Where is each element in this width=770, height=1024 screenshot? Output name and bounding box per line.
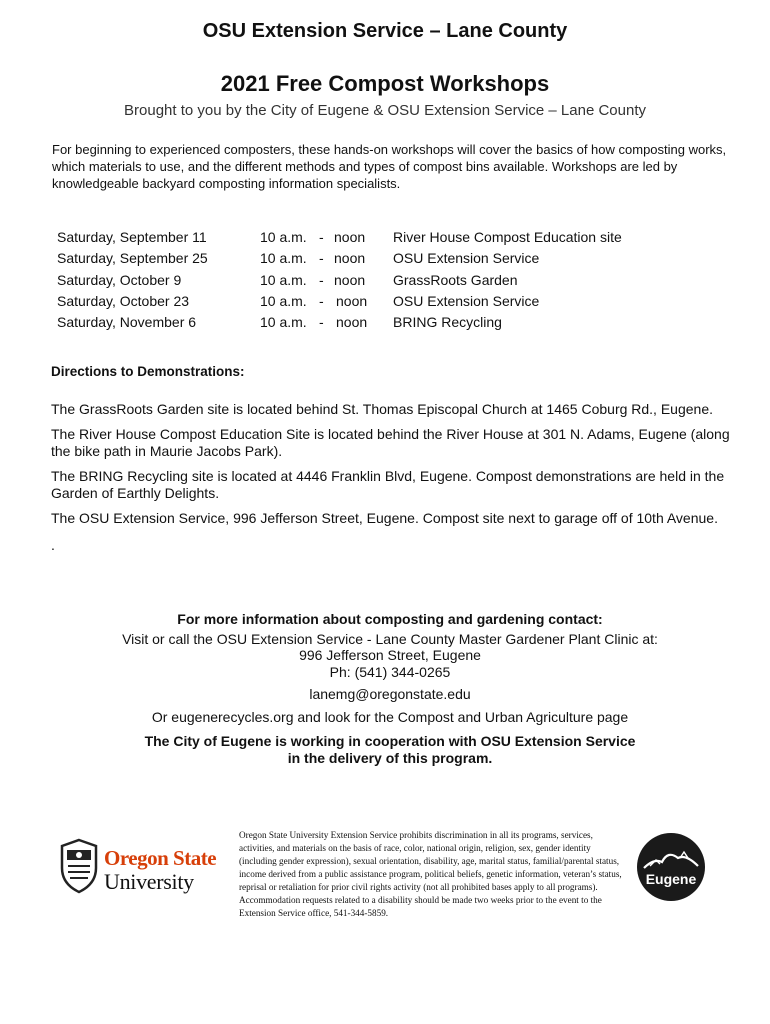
schedule-dash: -: [319, 292, 324, 309]
direction-item: The BRING Recycling site is located at 4446 Franklin Blvd, Eugene. Compost demonstrations are held in the Garden of Earthly Delights.: [51, 468, 725, 501]
schedule-start-time: 10 a.m.: [260, 271, 307, 288]
contact-web: Or eugenerecycles.org and look for the Compost and Urban Agriculture page: [151, 708, 629, 725]
org-title: OSU Extension Service – Lane County: [202, 20, 568, 42]
contact-email[interactable]: lanemg@oregonstate.edu: [309, 686, 471, 702]
osu-logo-line1: Oregon State: [104, 846, 217, 870]
direction-item: The River House Compost Education Site is located behind the River House at 301 N. Adams, Eugene (along the bike path in Maurie Jacobs Park).: [51, 426, 730, 459]
schedule-end-time: noon: [334, 229, 366, 245]
schedule-date: Saturday, November 6: [57, 314, 197, 331]
schedule-dash: -: [319, 271, 324, 288]
subtitle: Brought to you by the City of Eugene & OSU Extension Service – Lane County: [124, 102, 646, 119]
schedule-date: Saturday, October 23: [57, 292, 190, 309]
schedule-location: OSU Extension Service: [393, 292, 540, 309]
eugene-logo-icon: [636, 832, 706, 902]
osu-seal-icon: [58, 838, 100, 894]
directions-list: [51, 401, 741, 535]
schedule-date: Saturday, September 25: [57, 250, 208, 267]
page-title: 2021 Free Compost Workshops: [220, 71, 550, 96]
contact-heading: For more information about composting and gardening contact:: [177, 611, 603, 627]
schedule-location: OSU Extension Service: [393, 250, 540, 267]
schedule-end-time: noon: [334, 250, 366, 267]
schedule-location: River House Compost Education site: [393, 229, 622, 245]
direction-item: The GrassRoots Garden site is located behind St. Thomas Episcopal Church at 1465 Coburg Rd., Eugene.: [51, 401, 713, 417]
contact-line: Visit or call the OSU Extension Service - Lane County Master Gardener Plant Clinic at:: [122, 630, 658, 647]
schedule-start-time: 10 a.m.: [260, 250, 307, 267]
schedule-date: Saturday, September 11: [57, 229, 207, 245]
schedule-start-time: 10 a.m.: [260, 292, 307, 309]
schedule-start-time: 10 a.m.: [260, 314, 307, 331]
contact-address: 996 Jefferson Street, Eugene: [299, 647, 481, 663]
cooperation-note-2: in the delivery of this program.: [287, 749, 493, 766]
contact-section: [0, 611, 770, 766]
schedule-start-time: 10 a.m.: [260, 229, 307, 245]
schedule-dash: -: [319, 250, 324, 267]
schedule-location: GrassRoots Garden: [393, 271, 518, 288]
schedule-end-time: noon: [336, 314, 368, 331]
trailing-dot: .: [51, 537, 55, 553]
osu-logo: [58, 838, 228, 898]
eugene-logo-text: Eugene: [645, 871, 697, 887]
schedule-dash: -: [319, 229, 324, 245]
schedule-date: Saturday, October 9: [57, 271, 182, 288]
cooperation-note: The City of Eugene is working in cooperation with OSU Extension Service: [144, 733, 636, 749]
schedule-dash: -: [319, 314, 324, 331]
intro-paragraph: For beginning to experienced composters, these hands-on workshops will cover the basics of how composting works, which materials to use, and the different methods and types of compost bins available. Workshops are led by knowledgeable backyard composting information specialists.: [52, 142, 727, 191]
schedule-end-time: noon: [336, 292, 368, 309]
disclaimer: Oregon State University Extension Service prohibits discrimination in all its programs, services, activities, and materials on the basis of race, color, national origin, religion, sex, gender identity (including gender expression), sexual orientation, disability, age, marital status, familial/parental status, income derived from a public assistance program, political beliefs, genetic information, veteran’s status, reprisal or retaliation for prior civil rights activity (not all prohibited bases apply to all programs). Accommodation requests related to a disability should be made two weeks prior to the event to the Extension Service office, 541-344-5859.: [239, 830, 622, 918]
contact-phone: Ph: (541) 344-0265: [329, 663, 451, 680]
schedule-end-time: noon: [334, 271, 366, 288]
direction-item: The OSU Extension Service, 996 Jefferson Street, Eugene. Compost site next to garage off of 10th Avenue.: [51, 510, 718, 526]
osu-logo-line2: University: [104, 869, 194, 894]
schedule-location: BRING Recycling: [393, 314, 502, 331]
directions-heading: Directions to Demonstrations:: [51, 364, 245, 379]
eugene-logo: [636, 832, 706, 902]
